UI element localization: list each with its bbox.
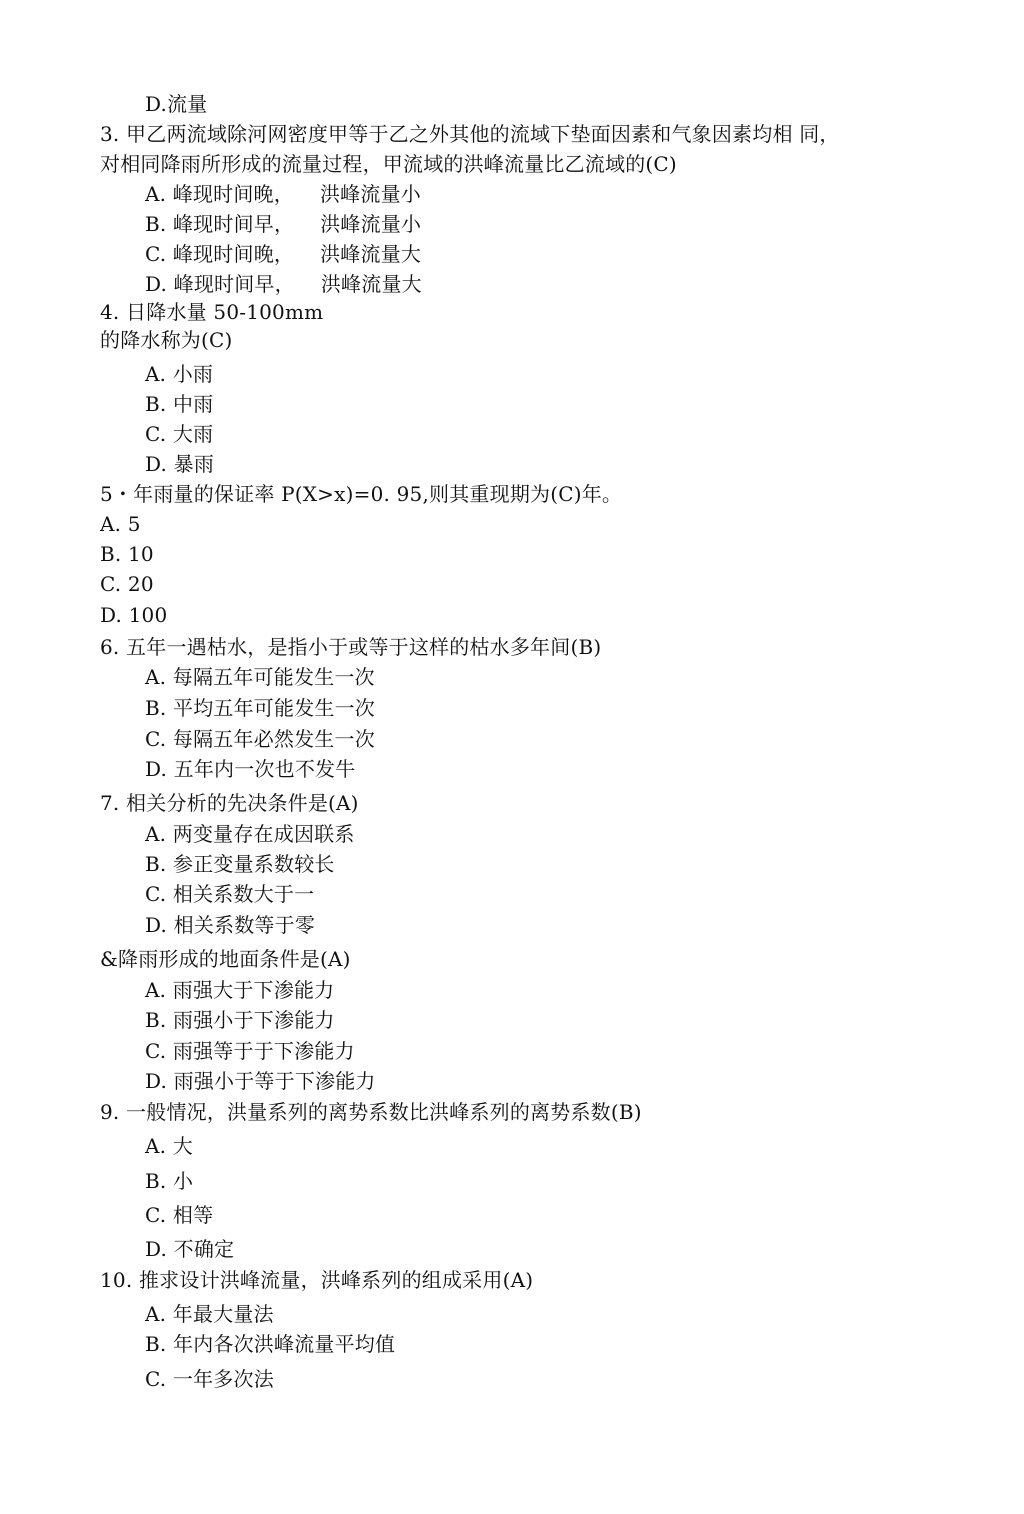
option-a-q7: A. 两变量存在成因联系 <box>145 822 355 846</box>
question-4-line-2: 的降水称为(C) <box>100 328 233 352</box>
question-6: 6. 五年一遇枯水，是指小于或等于这样的枯水多年间(B) <box>100 635 602 659</box>
option-c-q5: C. 20 <box>100 572 154 596</box>
option-d-q9: D. 不确定 <box>145 1237 235 1261</box>
question-7: 7. 相关分析的先决条件是(A) <box>100 791 359 815</box>
option-b-q6: B. 平均五年可能发生一次 <box>145 696 376 720</box>
question-3-line-2: 对相同降雨所形成的流量过程，甲流域的洪峰流量比乙流域的(C) <box>100 152 677 176</box>
option-c-q7: C. 相关系数大于一 <box>145 882 315 906</box>
option-a-q9: A. 大 <box>145 1134 193 1158</box>
option-b-q7: B. 参正变量系数较长 <box>145 852 335 876</box>
option-c-q8: C. 雨强等于于下渗能力 <box>145 1039 355 1063</box>
question-9: 9. 一般情况，洪量系列的离势系数比洪峰系列的离势系数(B) <box>100 1100 642 1124</box>
option-b-q3-part-2: 洪峰流量小 <box>320 212 422 236</box>
option-a-q3-part-2: 洪峰流量小 <box>319 182 421 206</box>
option-a-q5: A. 5 <box>100 512 141 536</box>
option-a-q3-part-1: A. 峰现时间晚， <box>145 182 294 206</box>
option-a-q4: A. 小雨 <box>145 362 214 386</box>
option-b-q8: B. 雨强小于下渗能力 <box>145 1008 335 1032</box>
option-b-q3-part-1: B. 峰现时间早， <box>145 212 295 236</box>
option-c-q3 <box>145 241 421 267</box>
option-b-q9: B. 小 <box>145 1169 194 1193</box>
option-c-q6: C. 每隔五年必然发生一次 <box>145 727 375 751</box>
question-3-line-1: 3. 甲乙两流域除河网密度甲等于乙之外其他的流域下垫面因素和气象因素均相 同， <box>100 122 840 146</box>
option-a-q3 <box>145 181 421 207</box>
option-a-q6: A. 每隔五年可能发生一次 <box>145 665 375 689</box>
option-d-q7: D. 相关系数等于零 <box>145 913 316 937</box>
question-8: &降雨形成的地面条件是(A) <box>100 947 351 971</box>
option-d-q2: D.流量 <box>145 92 208 116</box>
option-d-q8: D. 雨强小于等于下渗能力 <box>145 1069 376 1093</box>
question-4-line-1: 4. 日降水量 50-100mm <box>100 300 324 324</box>
question-10: 10. 推求设计洪峰流量，洪峰系列的组成采用(A) <box>100 1268 534 1292</box>
option-d-q3-part-1: D. 峰现时间早， <box>145 272 295 296</box>
question-5: 5・年雨量的保证率 P(X>x)=0. 95,则其重现期为(C)年。 <box>100 482 623 506</box>
option-d-q4: D. 暴雨 <box>145 452 215 476</box>
option-d-q6: D. 五年内一次也不发牛 <box>145 757 356 781</box>
option-c-q3-part-1: C. 峰现时间晚， <box>145 242 295 266</box>
option-a-q10: A. 年最大量法 <box>145 1302 274 1326</box>
option-c-q10: C. 一年多次法 <box>145 1367 274 1391</box>
option-b-q10: B. 年内各次洪峰流量平均值 <box>145 1332 396 1356</box>
option-b-q4: B. 中雨 <box>145 392 214 416</box>
option-c-q3-part-2: 洪峰流量大 <box>320 242 422 266</box>
option-c-q4: C. 大雨 <box>145 422 214 446</box>
option-b-q5: B. 10 <box>100 542 154 566</box>
option-a-q8: A. 雨强大于下渗能力 <box>145 978 335 1002</box>
option-d-q5: D. 100 <box>100 603 168 627</box>
option-d-q3 <box>145 271 422 297</box>
option-c-q9: C. 相等 <box>145 1203 214 1227</box>
option-b-q3 <box>145 211 421 237</box>
option-d-q3-part-2: 洪峰流量大 <box>320 272 422 296</box>
